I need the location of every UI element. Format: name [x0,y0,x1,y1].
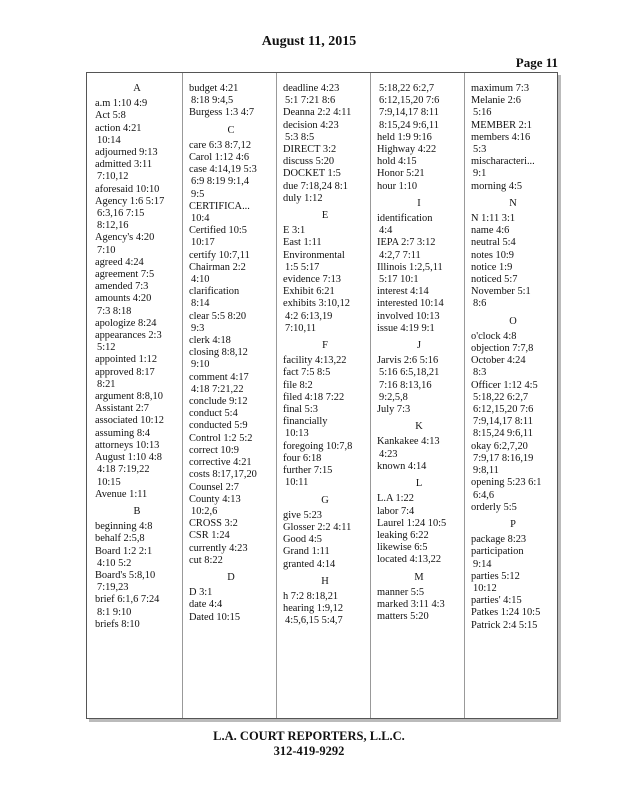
index-entry: certify 10:7,11 [189,249,250,261]
index-entry: decision 4:23 [283,119,339,131]
index-entry-continuation: 5:3 [473,144,487,156]
index-letter-heading: M [414,571,424,583]
index-entry-continuation: 5:18,22 6:2,7 [473,391,529,403]
index-entry-continuation: 10:17 [191,237,215,249]
page-number: Page 11 [515,55,558,70]
index-entry: argument 8:8,10 [95,391,163,403]
index-entry-continuation: 9:2,5,8 [379,391,408,403]
index-entry-continuation: 10:2,6 [191,505,218,517]
index-entry: duly 1:12 [283,192,323,204]
index-entry: attorneys 10:13 [95,439,160,451]
index-entry: conduct 5:4 [189,408,238,420]
index-entry-continuation: 8:1 9:10 [97,606,132,618]
index-entry-continuation: 7:16 8:13,16 [379,379,432,391]
index-entry: CSR 1:24 [189,530,230,542]
index-letter-heading: B [133,505,141,517]
index-entry: hour 1:10 [377,180,418,192]
index-entry: beginning 4:8 [95,521,153,533]
index-entry: behalf 2:5,8 [95,533,145,545]
index-entry: four 6:18 [283,452,322,464]
word-index-frame [86,72,558,719]
index-entry: package 8:23 [471,534,527,546]
index-entry: file 8:2 [283,379,313,391]
column-divider [464,73,465,718]
index-entry: date 4:4 [189,599,223,611]
index-entry-continuation: 8:12,16 [97,220,129,232]
index-entry-continuation: 10:12 [473,582,497,594]
reporter-phone: 312-419-9292 [273,744,345,758]
index-entry: Avenue 1:11 [95,488,148,500]
index-entry: interest 4:14 [377,286,429,298]
index-letter-heading: P [510,518,516,530]
index-entry: D 3:1 [189,587,213,599]
index-entry-continuation: 5:3 8:5 [285,131,315,143]
index-entry: admitted 3:11 [95,159,153,171]
index-entry: Exhibit 6:21 [283,286,335,298]
index-entry: okay 6:2,7,20 [471,440,528,452]
index-entry: October 4:24 [471,355,526,367]
index-entry: Burgess 1:3 4:7 [189,107,255,119]
index-entry: further 7:15 [283,465,333,477]
index-entry: deadline 4:23 [283,83,340,94]
index-entry: care 6:3 8:7,12 [189,139,252,151]
index-entry: currently 4:23 [189,542,248,554]
index-entry: Environmental [283,249,345,261]
index-letter-heading: O [509,315,517,327]
index-entry: E 3:1 [283,225,306,237]
index-entry: evidence 7:13 [283,274,341,286]
index-entry: associated 10:12 [95,415,164,427]
index-letter-heading: N [509,197,517,209]
index-entry-continuation: 4:10 5:2 [97,557,132,569]
index-letter-heading: C [227,124,235,136]
index-entry: interested 10:14 [377,298,444,310]
index-entry-continuation: 4:5,6,15 5:4,7 [285,615,343,627]
index-entry: Assistant 2:7 [95,403,149,415]
index-entry: maximum 7:3 [471,83,530,94]
index-letter-heading: F [322,340,328,352]
index-entry: Carol 1:12 4:6 [189,152,250,164]
index-entry-continuation: 7:10,11 [285,322,317,334]
column-divider [182,73,183,718]
index-entry: located 4:13,22 [377,554,442,566]
index-entry: MEMBER 2:1 [471,119,532,131]
index-entry: Good 4:5 [283,534,322,546]
index-entry: July 7:3 [377,404,411,416]
index-column-2 [189,83,273,713]
index-entry-continuation: 8:15,24 9:6,11 [473,428,533,440]
index-letter-heading: K [415,421,423,433]
index-entry: aforesaid 10:10 [95,183,160,195]
index-entry: issue 4:19 9:1 [377,322,435,334]
index-entry: amounts 4:20 [95,293,152,305]
column-divider [276,73,277,718]
index-entry: Act 5:8 [95,110,126,122]
index-entry-continuation: 4:18 7:21,22 [191,383,244,395]
index-entry: participation [471,546,524,558]
index-entry: Officer 1:12 4:5 [471,379,538,391]
index-entry: Certified 10:5 [189,225,248,237]
index-entry: approved 8:17 [95,366,155,378]
index-entry: due 7:18,24 8:1 [283,180,348,192]
index-entry-continuation: 8:18 9:4,5 [191,95,234,107]
index-entry: appearances 2:3 [95,330,162,342]
index-entry: November 5:1 [471,286,531,298]
index-column-5 [471,83,555,713]
index-entry: briefs 8:10 [95,618,140,630]
index-entry: opening 5:23 6:1 [471,477,542,489]
index-entry: case 4:14,19 5:3 [189,164,257,176]
index-entry: involved 10:13 [377,310,440,322]
index-entry-continuation: 10:11 [285,477,309,489]
index-letter-heading: A [133,83,141,94]
index-entry: agreed 4:24 [95,256,144,268]
index-entry: facility 4:13,22 [283,355,347,367]
index-entry: financially [283,416,328,428]
column-divider [370,73,371,718]
index-entry: Board 1:2 2:1 [95,545,153,557]
index-entry: hearing 1:9,12 [283,603,344,615]
index-entry: exhibits 3:10,12 [283,298,350,310]
index-entry-continuation: 4:18 7:19,22 [97,464,150,476]
index-entry: County 4:13 [189,493,241,505]
index-entry: members 4:16 [471,131,531,143]
index-entry-continuation: 7:10,12 [97,171,129,183]
index-entry-continuation: 7:19,23 [97,582,129,594]
index-entry-continuation: 4:10 [191,274,210,286]
index-entry-continuation: 7:10 [97,244,116,256]
index-entry: cut 8:22 [189,554,223,566]
index-entry-continuation: 9:3 [191,322,205,334]
index-entry-continuation: 1:5 5:17 [285,261,320,273]
index-entry: a.m 1:10 4:9 [95,98,148,110]
index-entry: Jarvis 2:6 5:16 [377,355,439,367]
index-entry-continuation: 10:14 [97,134,121,146]
index-entry: fact 7:5 8:5 [283,367,331,379]
index-entry-continuation: 4:2 6:13,19 [285,310,333,322]
index-entry: morning 4:5 [471,180,523,192]
index-entry: discuss 5:20 [283,156,335,168]
index-entry: N 1:11 3:1 [471,213,516,225]
index-entry: objection 7:7,8 [471,343,534,355]
index-entry: held 1:9 9:16 [377,131,432,143]
index-entry: East 1:11 [283,237,322,249]
index-letter-heading: G [321,494,329,506]
index-column-3 [283,83,367,713]
index-entry: clerk 4:18 [189,335,231,347]
index-entry-continuation: 5:1 7:21 8:6 [285,95,336,107]
index-entry: Patrick 2:4 5:15 [471,619,538,631]
index-entry: Glosser 2:2 4:11 [283,521,352,533]
index-entry: Patkes 1:24 10:5 [471,607,541,619]
index-entry: Control 1:2 5:2 [189,432,253,444]
index-entry: agreement 7:5 [95,269,155,281]
index-entry-continuation: 8:21 [97,378,116,390]
index-letter-heading: H [321,575,329,587]
index-entry: h 7:2 8:18,21 [283,590,339,602]
index-entry-continuation: 5:18,22 6:2,7 [379,83,435,94]
index-letter-heading: J [416,340,422,352]
index-entry: closing 8:8,12 [189,347,248,359]
index-entry-continuation: 6:12,15,20 7:6 [379,95,440,107]
index-entry: clarification [189,286,240,298]
index-entry-continuation: 6:12,15,20 7:6 [473,404,534,416]
index-entry-continuation: 5:16 [473,107,492,119]
index-entry: foregoing 10:7,8 [283,440,353,452]
index-entry: comment 4:17 [189,371,249,383]
index-entry: parties' 4:15 [471,595,522,607]
index-entry: DIRECT 3:2 [283,144,337,156]
index-entry: final 5:3 [283,404,318,416]
index-entry: manner 5:5 [377,586,425,598]
index-entry: Chairman 2:2 [189,261,246,273]
index-entry-continuation: 10:13 [285,428,309,440]
index-entry: leaking 6:22 [377,529,429,541]
index-column-4 [377,83,461,713]
index-entry: brief 6:1,6 7:24 [95,594,160,606]
index-entry: give 5:23 [283,509,322,521]
index-entry-continuation: 4:4 [379,225,393,237]
index-entry: L.A 1:22 [377,493,414,505]
index-entry: Melanie 2:6 [471,95,521,107]
index-entry: name 4:6 [471,225,510,237]
index-entry: orderly 5:5 [471,501,517,513]
index-entry: corrective 4:21 [189,457,252,469]
index-entry: Agency's 4:20 [95,232,155,244]
index-entry-continuation: 10:4 [191,213,210,225]
index-entry: notice 1:9 [471,261,513,273]
index-entry-continuation: 7:9,14,17 8:11 [473,416,533,428]
index-entry: neutral 5:4 [471,237,516,249]
index-entry: action 4:21 [95,122,142,134]
index-entry: Kankakee 4:13 [377,436,440,448]
index-entry-continuation: 9:8,11 [473,465,499,477]
index-entry-continuation: 6:4,6 [473,489,495,501]
index-entry: Laurel 1:24 10:5 [377,517,447,529]
index-letter-heading: L [415,478,423,490]
index-entry: mischaracteri... [471,156,535,168]
index-entry: filed 4:18 7:22 [283,391,345,403]
index-entry: CERTIFICA... [189,200,250,212]
index-entry: noticed 5:7 [471,274,518,286]
index-entry: apologize 8:24 [95,317,157,329]
index-entry: parties 5:12 [471,570,520,582]
index-entry: Grand 1:11 [283,546,330,558]
index-entry-continuation: 6:9 8:19 9:1,4 [191,176,250,188]
index-entry: appointed 1:12 [95,354,158,366]
index-entry: Board's 5:8,10 [95,569,156,581]
index-entry-continuation: 9:5 [191,188,205,200]
index-entry: Counsel 2:7 [189,481,239,493]
index-entry-continuation: 8:14 [191,298,210,310]
index-entry: budget 4:21 [189,83,239,94]
index-entry-continuation: 8:6 [473,298,487,310]
index-entry: Dated 10:15 [189,611,241,623]
index-entry: Highway 4:22 [377,144,437,156]
index-entry: likewise 6:5 [377,542,428,554]
index-entry: conclude 9:12 [189,396,248,408]
index-entry-continuation: 8:3 [473,367,487,379]
index-entry-continuation: 4:23 [379,448,398,460]
index-entry: granted 4:14 [283,558,336,570]
index-entry: amended 7:3 [95,281,149,293]
index-entry: matters 5:20 [377,611,429,623]
index-entry: known 4:14 [377,460,427,472]
index-entry-continuation: 5:17 10:1 [379,274,419,286]
index-entry-continuation: 10:15 [97,476,121,488]
document-date: August 11, 2015 [261,34,357,49]
index-entry: hold 4:15 [377,156,417,168]
index-entry-continuation: 8:15,24 9:6,11 [379,119,439,131]
index-entry: costs 8:17,17,20 [189,469,257,481]
index-entry: correct 10:9 [189,444,239,456]
index-entry-continuation: 7:9,17 8:16,19 [473,452,534,464]
index-entry: Agency 1:6 5:17 [95,195,165,207]
index-entry: Honor 5:21 [377,168,425,180]
index-entry: labor 7:4 [377,505,415,517]
index-entry: adjourned 9:13 [95,147,158,159]
index-entry-continuation: 9:14 [473,558,492,570]
index-entry-continuation: 9:1 [473,168,487,180]
index-entry: IEPA 2:7 3:12 [377,237,436,249]
index-entry-continuation: 9:10 [191,359,210,371]
index-entry: Deanna 2:2 4:11 [283,107,352,119]
index-entry-continuation: 6:3,16 7:15 [97,208,145,220]
index-entry: identification [377,213,433,225]
index-entry: conducted 5:9 [189,420,248,432]
index-entry: CROSS 3:2 [189,518,238,530]
index-letter-heading: D [227,571,235,583]
index-letter-heading: I [417,197,421,209]
index-entry-continuation: 7:3 8:18 [97,305,132,317]
index-letter-heading: E [321,210,329,222]
index-entry: clear 5:5 8:20 [189,310,247,322]
index-entry: DOCKET 1:5 [283,168,341,180]
index-entry: Illinois 1:2,5,11 [377,261,443,273]
index-entry-continuation: 4:2,7 7:11 [379,249,421,261]
index-entry-continuation: 5:16 6:5,18,21 [379,367,440,379]
index-entry-continuation: 7:9,14,17 8:11 [379,107,439,119]
reporter-company: L.A. COURT REPORTERS, L.L.C. [213,729,405,743]
index-entry-continuation: 5:12 [97,342,116,354]
index-entry: o'clock 4:8 [471,330,517,342]
index-entry: marked 3:11 4:3 [377,598,445,610]
index-column-1 [95,83,179,713]
index-entry: August 1:10 4:8 [95,452,162,464]
index-entry: assuming 8:4 [95,427,151,439]
index-entry: notes 10:9 [471,249,515,261]
